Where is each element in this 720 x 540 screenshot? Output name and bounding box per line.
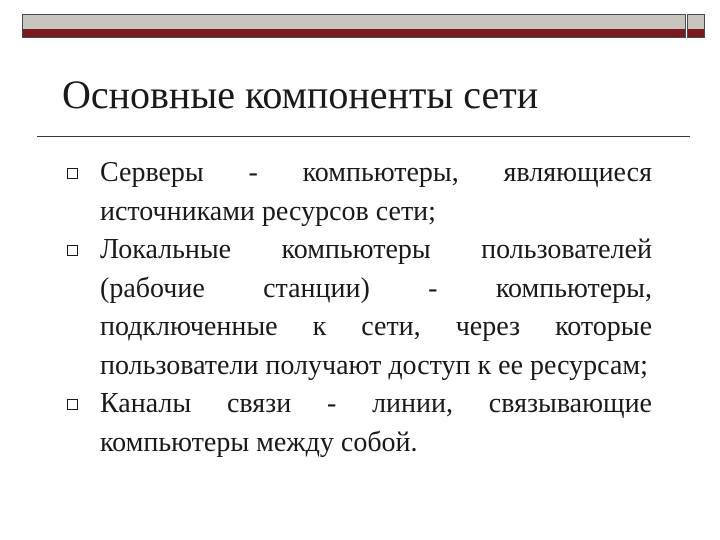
- title-divider: [37, 136, 690, 137]
- bullet-item-channels: [64, 385, 652, 462]
- corner-accent-stripe: [688, 29, 704, 37]
- header-bar: [22, 14, 686, 38]
- bullet-text: Локальные компьютеры пользователей (рабочие станции) - компьютеры, подключенные к сети, через которые пользователи получают доступ к ее ресурсам;: [100, 234, 652, 381]
- hollow-square-bullet-icon: [67, 399, 78, 410]
- bullet-item-workstations: [64, 231, 652, 385]
- hollow-square-bullet-icon: [67, 168, 78, 179]
- bullet-text: Каналы связи - линии, связывающие компьютеры между собой.: [100, 388, 652, 458]
- bullet-item-servers: [64, 154, 652, 231]
- bullet-text: Серверы - компьютеры, являющиеся источниками ресурсов сети;: [100, 157, 652, 227]
- hollow-square-bullet-icon: [67, 245, 78, 256]
- header-accent-stripe: [23, 29, 685, 37]
- bullet-list: [64, 154, 652, 462]
- slide-title: Основные компоненты сети: [62, 72, 539, 117]
- corner-decoration: [687, 14, 705, 38]
